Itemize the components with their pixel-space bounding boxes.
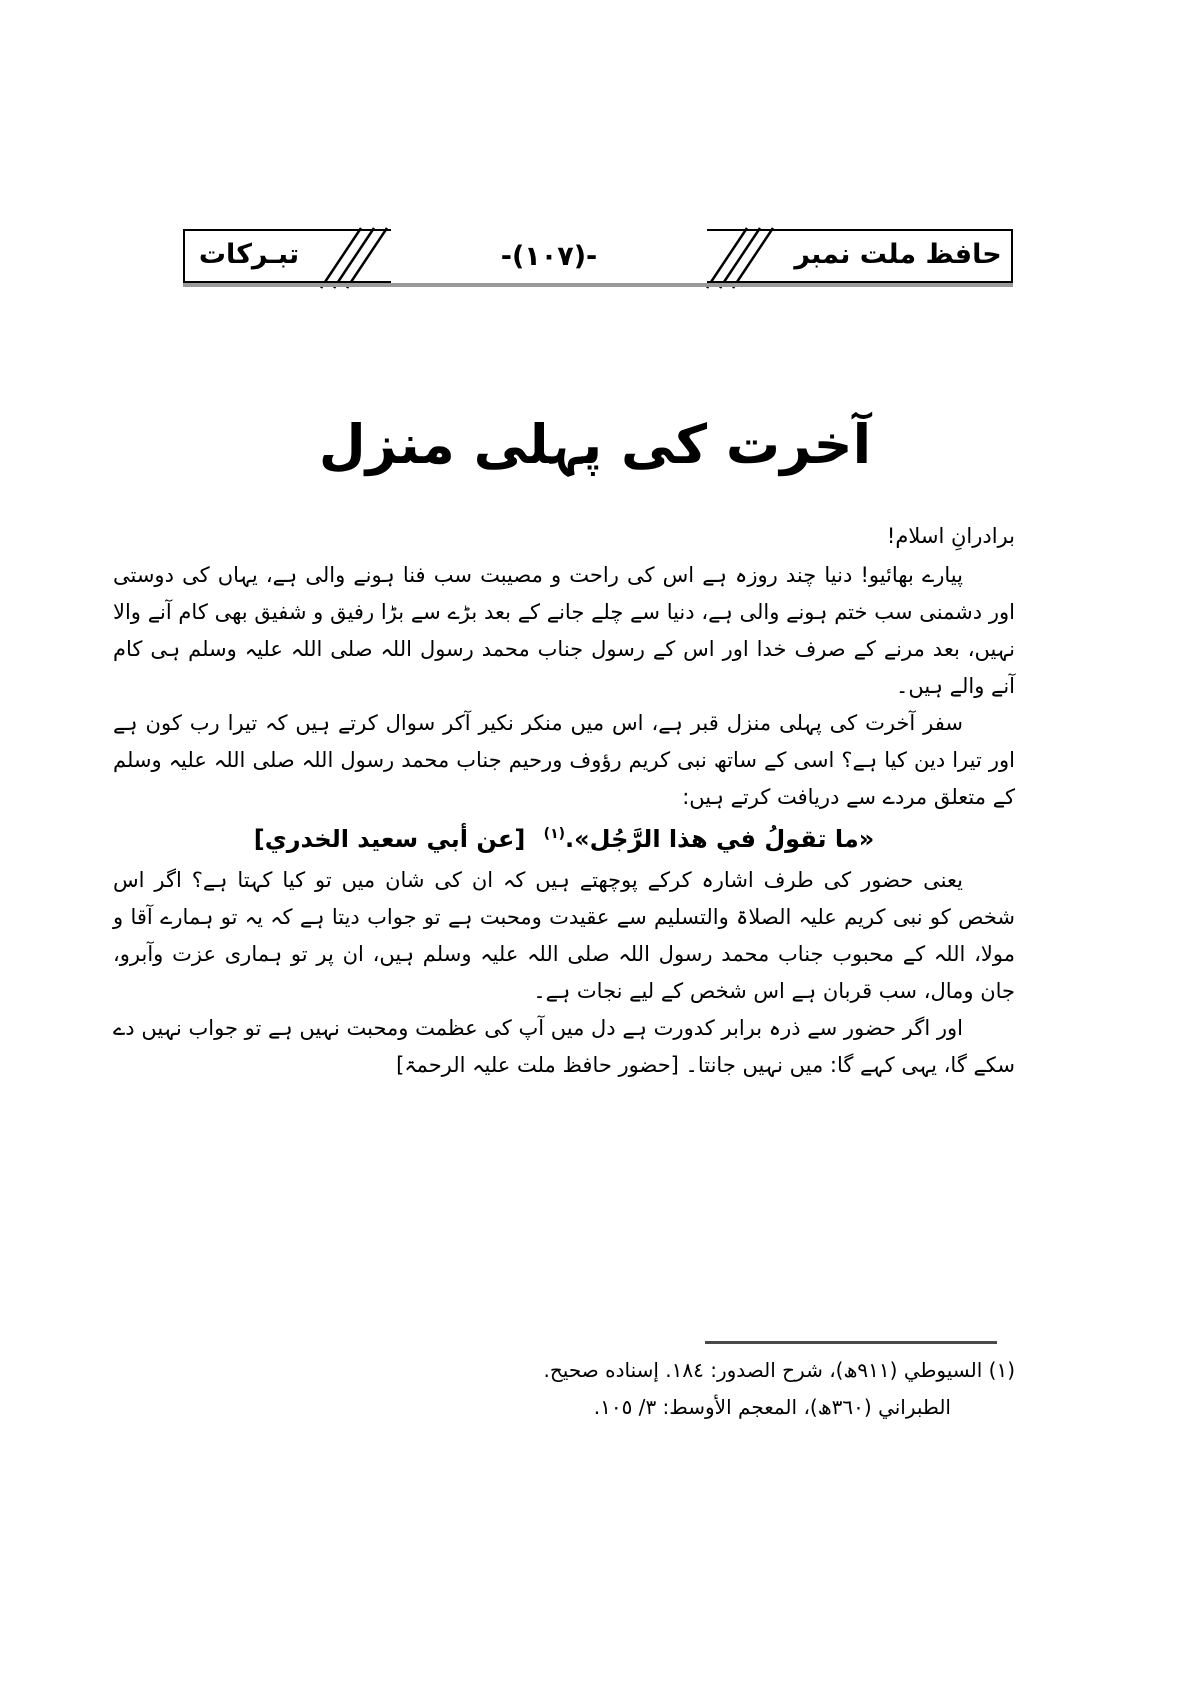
page-number: -(۱۰۷)-: [500, 240, 598, 272]
header-right-box: [707, 229, 1013, 283]
salutation: برادرانِ اسلام!: [886, 524, 1015, 548]
paragraph: اور اگر حضور سے ذرہ برابر کدورت ہے دل میں آپ کی عظمت ومحبت نہیں ہے تو جواب نہیں دے سکے گا، یہی کہے گا: میں نہیں جانتا۔ [حضور حافظ ملت علیہ الرحمۃ]: [113, 1016, 1015, 1077]
header-rule: [183, 283, 1013, 287]
paragraph: یعنی حضور کی طرف اشارہ کرکے پوچھتے ہیں کہ ان کی شان میں تو کیا کہتا ہے؟ اگر اس شخص کو نبی کریم علیہ الصلاۃ والتسلیم سے عقیدت ومحبت ہے تو جواب دیتا ہے کہ یہ تو ہمارے آقا و مولا، اللہ کے محبوب جناب محمد رسول اللہ صلی اللہ علیہ وسلم ہیں، ان پر تو ہماری عزت وآبرو، جان ومال، سب قربان ہے اس شخص کے لیے نجات ہے۔: [113, 868, 1015, 1003]
paragraph: پیارے بھائیو! دنیا چند روزہ ہے اس کی راحت و مصیبت سب فنا ہونے والی ہے، یہاں کی دوستی اور دشمنی سب ختم ہونے والی ہے، دنیا سے چلے جانے کے بعد بڑے سے بڑا رفیق و شفیق بھی کام آنے والا نہیں، بعد مرنے کے صرف خدا اور اس کے رسول جناب محمد رسول اللہ صلی اللہ علیہ وسلم ہی کام آنے والے ہیں۔: [113, 563, 1015, 698]
footnotes-section: [113, 1352, 1015, 1426]
quote-attribution: [عن أبي سعيد الخدري]: [253, 825, 526, 853]
body-text: [113, 518, 1015, 1084]
page-title: آخرت کی پہلی منزل: [318, 413, 872, 476]
footnote-separator: [705, 1341, 997, 1344]
page-header: [183, 229, 1013, 283]
paragraph: سفر آخرت کی پہلی منزل قبر ہے، اس میں منکر نکیر آکر سوال کرتے ہیں کہ تیرا رب کون ہے اور تیرا دین کیا ہے؟ اسی کے ساتھ نبی کریم رؤوف ورحیم جناب محمد رسول اللہ صلی اللہ علیہ وسلم کے متعلق مردے سے دریافت کرتے ہیں:: [113, 711, 1015, 809]
hadith-quote-line: [113, 819, 1015, 859]
footnote-entry: (١) السيوطي (٩١١ھ)، شرح الصدور: ١٨٤. إسناده صحيح.: [543, 1358, 1015, 1382]
diagonal-stripes-icon: [703, 228, 781, 288]
footnote-entry: الطبراني (٣٦٠ھ)، المعجم الأوسط: ٣/ ١٠٥.: [593, 1395, 951, 1419]
book-name-label: حافظ ملت نمبر: [794, 238, 1002, 270]
diagonal-stripes-icon: [317, 228, 395, 288]
footnote-marker: (١): [543, 826, 566, 842]
header-left-box: [183, 229, 391, 283]
section-name-label: تبـرکات: [198, 238, 300, 270]
hadith-quote-text: «ما تقولُ في هذا الرَّجُل».: [565, 825, 875, 853]
